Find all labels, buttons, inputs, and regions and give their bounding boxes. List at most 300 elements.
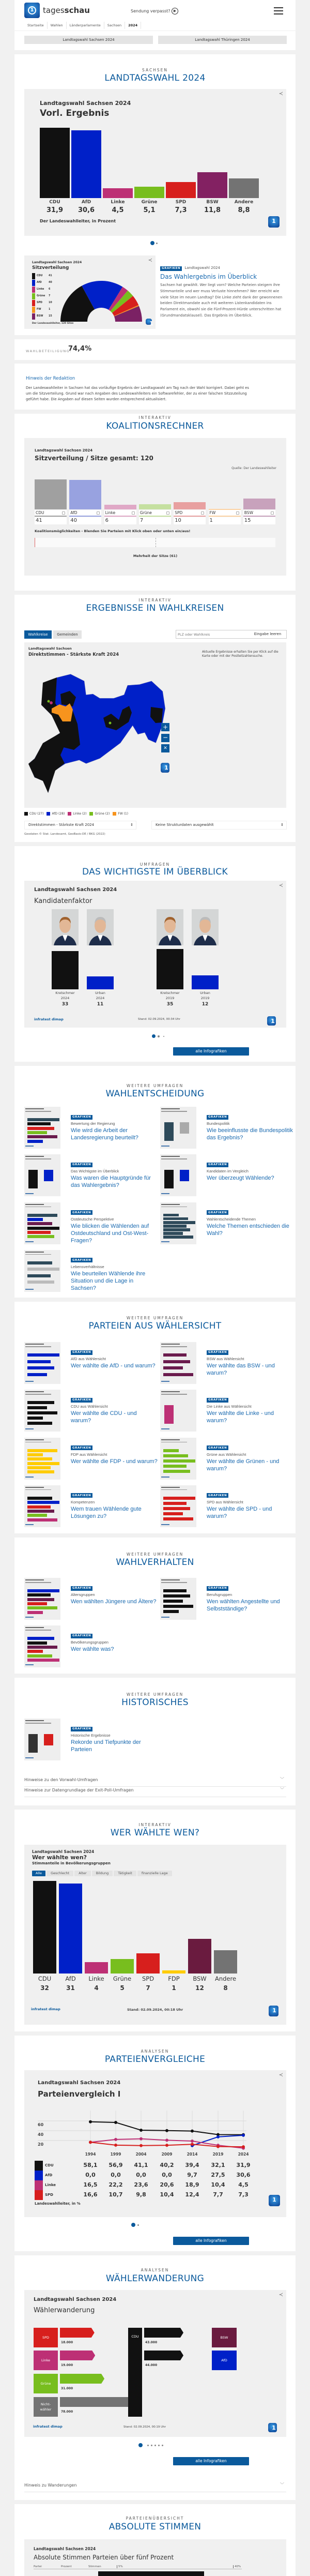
turnout-label: WAHLBETEILIGUNG: <box>26 349 72 353</box>
carousel-dot[interactable] <box>158 2445 160 2446</box>
carousel-dot[interactable] <box>156 243 158 244</box>
thumbnail[interactable] <box>160 1578 196 1620</box>
source-tile: Nicht-wähler <box>34 2397 58 2417</box>
list-item[interactable] <box>24 1485 159 1528</box>
carousel-dot-active[interactable] <box>150 241 154 245</box>
list-item[interactable] <box>24 1107 159 1149</box>
carousel-dot[interactable] <box>154 2445 156 2446</box>
thumb-bar <box>27 1514 47 1517</box>
carousel-dot-active[interactable] <box>138 2443 143 2447</box>
party-label: SPD <box>175 510 183 515</box>
bar-value: 31,9 <box>46 206 64 214</box>
legend-swatch <box>35 2180 43 2190</box>
list-item[interactable] <box>24 1578 159 1620</box>
legend-seats: 15 <box>49 315 52 318</box>
menu-icon[interactable] <box>274 7 283 14</box>
bar-label: Grüne <box>141 200 158 205</box>
bar-value: 8,8 <box>238 206 250 214</box>
section-label: UMFRAGEN <box>140 862 171 867</box>
list-item[interactable] <box>160 1154 295 1197</box>
zoom-in-button[interactable]: + <box>161 723 169 731</box>
all-graphics-button[interactable]: alle Infografiken <box>173 1047 249 1056</box>
section-title: ABSOLUTE STIMMEN <box>109 2522 202 2532</box>
thumb-bar <box>164 1405 174 1424</box>
bar-label: Grüne <box>113 1975 132 1982</box>
item-kicker: SPD aus Wählersicht <box>207 1499 243 1504</box>
legend-item <box>68 812 86 816</box>
item-text <box>71 1488 158 1520</box>
bar-label: AfD <box>81 200 91 205</box>
row-party: Linke <box>45 2183 56 2187</box>
legend-item <box>47 812 65 816</box>
legend-label: CDU (27) <box>29 812 44 816</box>
breadcrumb-item[interactable]: Länderparlamente <box>67 22 104 29</box>
party-toggle[interactable] <box>139 510 171 517</box>
filter-tab[interactable]: Tätigkeit <box>114 1871 136 1876</box>
thumb-bar <box>163 1459 195 1463</box>
flow-arrow <box>144 2351 183 2360</box>
list-item[interactable] <box>24 1390 159 1432</box>
seat-bar-cdu[interactable] <box>35 479 67 509</box>
thumb-source <box>25 1381 34 1382</box>
section-title: WER WÄHLTE WEN? <box>110 1828 200 1838</box>
section-title: LANDTAGSWAHL 2024 <box>104 73 206 83</box>
item-text <box>207 1393 293 1424</box>
map-region-gruene[interactable] <box>109 722 112 725</box>
party-comparison-section <box>14 2036 296 2251</box>
seat-bar-linke[interactable] <box>104 505 136 509</box>
thumbnail[interactable] <box>160 1390 196 1432</box>
list-item[interactable] <box>160 1342 295 1384</box>
map-subtitle: Landtagswahl Sachsen <box>28 646 72 651</box>
chart-subtitle: Landtagswahl Sachsen 2024 <box>38 2080 121 2086</box>
thumb-subtitle <box>161 1582 187 1583</box>
bar-andere <box>214 1950 237 1974</box>
item-text <box>71 1393 158 1424</box>
bar-label: Andere <box>234 200 254 205</box>
thumb-title <box>25 1579 44 1580</box>
section-label: SACHSEN <box>142 68 168 72</box>
coalition-section <box>14 414 296 591</box>
thumbnail[interactable] <box>24 1438 60 1480</box>
all-graphics-button[interactable]: alle Infografiken <box>173 2457 249 2465</box>
list-item[interactable] <box>160 1485 295 1528</box>
seat-distribution-chart[interactable] <box>24 255 156 329</box>
bar-value: 4,5 <box>112 206 124 214</box>
item-headline[interactable]: Wen wählten Angestellte und Selbstständige? <box>207 1599 280 1612</box>
map-legend <box>24 812 128 816</box>
thumbnail[interactable] <box>24 1485 60 1527</box>
legend-swatch <box>35 2190 43 2200</box>
teaser-body: Sachsen hat gewählt. Wer liegt vorn? Welche Parteien steigern ihre Stimmanteile und wer muss Verluste hinnehmen? Wer erreicht wie viele Sitze im neuen Landtag? Die Linke zieht dank der gewonnenen beiden Direktmandate auch mit weiteren Listenkandidaten ins Parlament ein, obwohl sie die Fünf-Prozent-Hürde unterschritten hat (Grundmandatsklausel). Das Ergebnis im Überblick. <box>160 283 283 318</box>
voter-migration-chart <box>24 2290 286 2437</box>
structure-data-select[interactable] <box>151 821 287 830</box>
checkbox-icon[interactable] <box>201 511 204 515</box>
scale-40: 40% <box>233 2565 241 2568</box>
tagesschau-logo <box>268 216 280 228</box>
thumbnail[interactable] <box>24 1719 60 1760</box>
thumb-bar <box>27 1501 59 1504</box>
thumbnail[interactable] <box>160 1438 196 1480</box>
thumb-title <box>161 1439 180 1440</box>
filter-tabs <box>32 1871 172 1876</box>
thumb-bar <box>27 1654 52 1658</box>
tagesschau-logo <box>161 763 169 773</box>
thumb-title <box>161 1156 180 1157</box>
list-item[interactable] <box>24 1719 159 1761</box>
item-kicker: Historische Ergebnisse <box>71 1733 111 1738</box>
badge: GRAFIKEN <box>71 1586 92 1591</box>
absolute-votes-section <box>14 2504 296 2576</box>
thumbnail[interactable] <box>160 1342 196 1384</box>
item-text <box>71 1722 158 1753</box>
thumb-bar <box>27 1122 51 1125</box>
thumb-source <box>161 1428 169 1429</box>
item-headline[interactable]: Rekorde und Tiefpunkte der Parteien <box>71 1739 141 1753</box>
item-kicker: BSW aus Wählersicht <box>207 1357 244 1361</box>
share-icon[interactable]: ≺ <box>278 91 283 97</box>
item-headline[interactable]: Was waren die Hauptgründe für das Wahlergebnis? <box>71 1175 151 1189</box>
table-cell: 58,1 <box>83 2162 98 2168</box>
bar-bsw <box>197 172 227 198</box>
section-label: INTERAKTIV <box>138 598 172 602</box>
infratest-logo: infratest dimap <box>31 2007 60 2011</box>
section-title: PARTEIEN AUS WÄHLERSICHT <box>88 1321 222 1331</box>
list-item[interactable] <box>24 1342 159 1384</box>
thumbnail[interactable] <box>24 1578 60 1620</box>
carousel-dot[interactable] <box>162 2445 163 2446</box>
thumb-source <box>161 1241 169 1242</box>
section-label: INTERAKTIV <box>138 1822 172 1827</box>
filter-tab[interactable]: Alter <box>74 1871 90 1876</box>
badge: GRAFIKEN <box>207 1445 228 1450</box>
bar-value: 7,3 <box>175 206 187 214</box>
table-cell: 7,3 <box>238 2191 249 2198</box>
candidate-year: 2024 <box>96 996 105 1000</box>
thumb-bar <box>163 1217 188 1221</box>
thumbnail[interactable] <box>160 1202 196 1244</box>
checkbox-icon[interactable] <box>132 511 135 515</box>
thumb-subtitle <box>25 1630 51 1631</box>
carousel-dot[interactable] <box>137 2224 139 2226</box>
thumb-subtitle <box>25 1582 51 1583</box>
candidate-year: 2019 <box>200 996 210 1000</box>
chart-title: Wählerwanderung <box>34 2307 95 2314</box>
flow-arrow <box>60 2328 95 2338</box>
thumbnail[interactable] <box>24 1342 60 1384</box>
map-region-linke[interactable] <box>50 701 53 704</box>
candidate-photo <box>157 909 183 945</box>
thumb-bar <box>27 1227 59 1230</box>
thumbnail[interactable] <box>160 1154 196 1196</box>
checkbox-icon[interactable] <box>236 511 239 515</box>
filter-tab[interactable]: finanzielle Lage <box>137 1871 172 1876</box>
tab-sachsen[interactable]: Landtagswahl Sachsen 2024 <box>24 36 153 44</box>
item-kicker: Bundespolitik <box>207 1121 230 1126</box>
seat-count: 6 <box>104 517 136 524</box>
flow-value: 18.000 <box>61 2341 73 2344</box>
thumb-bar <box>164 1122 174 1141</box>
thumb-source <box>161 1617 169 1618</box>
table-cell: 0,0 <box>111 2172 121 2178</box>
bar-value: 31 <box>66 1984 75 1992</box>
chart-source: Der Landeswahlleiter, in Prozent <box>40 219 116 223</box>
who-voted-whom-chart <box>24 1845 286 2025</box>
item-headline[interactable]: Wer wählte die CDU - und warum? <box>71 1410 137 1424</box>
teaser[interactable] <box>160 261 284 319</box>
x-tick-label: 2014 <box>187 2152 198 2157</box>
breadcrumb-item[interactable]: Wahlen <box>48 22 67 29</box>
thumb-bar <box>27 1505 51 1509</box>
section-label: ANALYSEN <box>141 2268 169 2272</box>
item-kicker: Das Wichtigste im Überblick <box>71 1169 119 1174</box>
item-headline[interactable]: Wie blicken die Wählenden auf Ostdeutschland und Ost-West-Fragen? <box>71 1223 149 1244</box>
thumb-bar <box>163 1465 187 1468</box>
map-region-cdu[interactable] <box>28 733 67 793</box>
item-headline[interactable]: Wer wählte die SPD - und warum? <box>207 1505 272 1519</box>
thumb-source <box>25 1146 34 1147</box>
section-label: INTERAKTIV <box>138 415 172 420</box>
thumb-bar <box>163 1507 190 1510</box>
chart-title: Kandidatenfaktor <box>34 897 92 905</box>
filter-tab[interactable]: Geschlecht <box>47 1871 73 1876</box>
tagesschau-logo <box>269 2006 278 2016</box>
accordion-exitpoll-notes[interactable] <box>24 1787 286 1797</box>
item-headline[interactable]: Wem trauen Wählende gute Lösungen zu? <box>71 1505 142 1519</box>
clear-input-button[interactable]: Eingabe leeren <box>249 630 287 639</box>
thumb-source <box>25 1241 34 1242</box>
item-kicker: CDU aus Wählersicht <box>71 1404 108 1409</box>
item-headline[interactable]: Wer überzeugt Wählende? <box>207 1175 274 1182</box>
item-headline[interactable]: Wie beurteilen Wählende ihre Situation und die Lage in Sachsen? <box>71 1270 146 1291</box>
thumb-bar <box>163 1610 179 1613</box>
bar-spd <box>166 182 196 198</box>
party-label: CDU <box>36 510 44 515</box>
carousel-dot[interactable] <box>151 2445 152 2446</box>
carousel-dot-active[interactable] <box>152 1034 156 1038</box>
share-icon[interactable]: ≺ <box>278 883 283 888</box>
thumb-bar <box>27 1127 54 1130</box>
target-tile: AfD <box>212 2351 237 2370</box>
share-icon[interactable]: ≺ <box>278 2072 283 2078</box>
thumb-source <box>161 1193 169 1194</box>
item-headline[interactable]: Wen wählten Jüngere und Ältere? <box>71 1599 157 1605</box>
share-icon[interactable]: ≺ <box>148 258 152 263</box>
item-headline[interactable]: Wie beeinflusste die Bundespolitik das Ergebnis? <box>207 1127 293 1141</box>
checkbox-icon[interactable] <box>97 511 100 515</box>
item-headline[interactable]: Wer wählte die AfD - und warum? <box>71 1363 156 1369</box>
legend-seats: 41 <box>49 275 52 277</box>
checkbox-icon[interactable] <box>62 511 65 515</box>
seat-bar-afd[interactable] <box>69 480 101 509</box>
teaser-headline[interactable]: Das Wahlergebnis im Überblick <box>160 273 257 280</box>
badge: GRAFIKEN <box>71 1210 92 1215</box>
list-item[interactable] <box>160 1578 295 1620</box>
carousel-dot[interactable] <box>147 2445 149 2446</box>
item-headline[interactable]: Welche Themen entschieden die Wahl? <box>207 1223 289 1237</box>
list-item[interactable] <box>24 1625 159 1668</box>
thumb-title <box>25 1344 44 1345</box>
party-toggle[interactable] <box>243 510 275 517</box>
thumb-bar <box>27 1606 57 1609</box>
thumbnail[interactable] <box>24 1625 60 1667</box>
tagesschau-logo[interactable]: 1 <box>24 3 40 18</box>
map-region-gruene[interactable] <box>48 700 50 703</box>
item-kicker: Berufsgruppen <box>207 1592 233 1597</box>
party-toggle[interactable] <box>174 510 206 517</box>
thumb-bar <box>163 1225 187 1228</box>
section-title: WÄHLERWANDERUNG <box>105 2273 205 2284</box>
select-value: Keine Strukturdaten ausgewählt <box>156 823 214 827</box>
results-section <box>14 54 296 335</box>
carousel-dot[interactable] <box>158 1035 160 1037</box>
bar-label: BSW <box>206 200 219 205</box>
item-headline[interactable]: Wer wählte das BSW - und warum? <box>207 1363 275 1376</box>
badge: GRAFIKEN <box>71 1493 92 1498</box>
zoom-out-button[interactable]: − <box>161 734 169 742</box>
accordion-label: Hinweise zur Datengrundlage der Exit-Poll-Umfragen <box>24 1788 134 1792</box>
map-layer-select[interactable] <box>24 821 136 830</box>
thumbnail[interactable] <box>24 1107 60 1149</box>
chart-source: Quelle: Der Landeswahlleiter <box>231 466 276 470</box>
checkbox-icon[interactable] <box>166 511 169 515</box>
list-item[interactable] <box>24 1250 159 1292</box>
list-item[interactable] <box>160 1390 295 1432</box>
breadcrumb-item[interactable]: 2024 <box>125 22 141 29</box>
party-toggle[interactable] <box>35 510 67 517</box>
coalition-bar-area[interactable] <box>35 538 275 547</box>
party-toggle[interactable] <box>104 510 136 517</box>
checkbox-icon[interactable] <box>271 511 274 515</box>
carousel-dot[interactable] <box>163 1036 164 1037</box>
table-cell: 10,4 <box>160 2191 174 2198</box>
infratest-logo: infratest dimap <box>34 1017 64 1021</box>
badge: GRAFIKEN <box>71 1163 92 1167</box>
section-title: WAHLVERHALTEN <box>116 1557 194 1568</box>
breadcrumb-item[interactable]: Startseite <box>24 22 48 29</box>
thumbnail[interactable] <box>160 1485 196 1527</box>
postcode-search-input[interactable] <box>176 630 249 639</box>
thumbnail[interactable] <box>24 1202 60 1244</box>
all-graphics-button[interactable]: alle Infografiken <box>173 2237 249 2245</box>
list-item[interactable] <box>160 1438 295 1480</box>
thumb-subtitle <box>25 1346 51 1347</box>
thumb-subtitle <box>161 1489 187 1490</box>
thumb-subtitle <box>25 1442 51 1443</box>
thumb-title <box>25 1391 44 1392</box>
row-party: CDU <box>45 2163 54 2167</box>
data-point <box>114 2144 117 2147</box>
accordion-migration-note[interactable] <box>24 2482 286 2492</box>
item-headline[interactable]: Wer wählte die Grünen - und warum? <box>207 1458 280 1472</box>
seat-bar-bsw[interactable] <box>243 499 275 509</box>
bar-value: 32 <box>40 1984 49 1992</box>
breadcrumb-item[interactable]: Sachsen <box>104 22 125 29</box>
list-item[interactable] <box>24 1202 159 1245</box>
seat-bar-spd[interactable] <box>174 502 206 509</box>
thumbnail[interactable] <box>24 1154 60 1196</box>
table-cell: 0,0 <box>85 2172 96 2178</box>
thumb-bar <box>27 1417 43 1420</box>
chart-description: Stimmanteile in Bevölkerungsgruppen <box>32 1861 111 1865</box>
table-cell: 16,6 <box>83 2191 98 2198</box>
list-item[interactable] <box>24 1438 159 1480</box>
filter-tab[interactable]: Bildung <box>92 1871 113 1876</box>
thumb-bar <box>27 1466 51 1469</box>
table-header <box>34 2565 242 2569</box>
source-tile: Grüne <box>34 2374 58 2393</box>
missed-show-link[interactable] <box>131 8 178 14</box>
thumb-bar <box>27 1457 52 1460</box>
table-cell: 9,7 <box>187 2172 197 2178</box>
reset-zoom-button[interactable]: ✕ <box>161 744 169 752</box>
select-arrows-icon: ⇕ <box>130 823 133 827</box>
seat-bar-grüne[interactable] <box>139 504 171 509</box>
thumb-subtitle <box>161 1111 187 1112</box>
thumb-bar <box>163 1470 190 1473</box>
item-headline[interactable]: Wie wird die Arbeit der Landesregierung beurteilt? <box>71 1127 138 1141</box>
row-party: AfD <box>45 2173 53 2177</box>
item-text <box>71 1157 158 1189</box>
candidate-name: Urban <box>95 991 105 995</box>
item-text <box>207 1441 293 1472</box>
party-toggle[interactable] <box>69 510 101 517</box>
filter-tab[interactable]: Alle <box>32 1871 45 1876</box>
brand-a: tages <box>43 6 65 15</box>
candidate-name: Kretschmer <box>160 991 180 995</box>
data-point <box>114 2121 117 2124</box>
item-headline[interactable]: Wer wählte was? <box>71 1646 114 1653</box>
seat-count: 7 <box>139 517 171 524</box>
item-headline[interactable]: Wer wählte die Linke - und warum? <box>207 1410 274 1424</box>
carousel-dot-active[interactable] <box>131 2223 135 2227</box>
section-title: PARTEIENVERGLEICHE <box>104 2054 206 2065</box>
flow-arrow <box>60 2351 95 2360</box>
parties-section <box>14 1302 296 1533</box>
brand-wordmark[interactable] <box>43 6 90 15</box>
share-icon[interactable]: ≺ <box>278 2292 283 2298</box>
thumb-source <box>25 1428 34 1429</box>
tab-gemeinden[interactable]: Gemeinden <box>53 630 82 639</box>
saxony-map[interactable] <box>28 672 168 794</box>
list-item[interactable] <box>160 1202 295 1245</box>
list-item[interactable] <box>24 1154 159 1197</box>
y-tick-label: 40 <box>38 2132 44 2137</box>
badge: GRAFIKEN <box>71 1115 92 1120</box>
item-headline[interactable]: Wer wählte die FDP - und warum? <box>71 1458 158 1465</box>
badge: GRAFIKEN <box>207 1493 228 1498</box>
party-comparison-chart <box>24 2070 286 2217</box>
table-cell: 39,4 <box>185 2162 199 2168</box>
thumbnail[interactable] <box>24 1250 60 1292</box>
thumb-title <box>161 1344 180 1345</box>
tab-thueringen[interactable]: Landtagswahl Thüringen 2024 <box>158 36 287 44</box>
tab-wahlkreise[interactable]: Wahlkreise <box>24 630 52 639</box>
accordion-prepoll-notes[interactable] <box>24 1776 286 1787</box>
party-toggle[interactable] <box>209 510 241 517</box>
map-note: Aktuelle Ergebnisse erhalten Sie per Klick auf die Karte oder mit der Postleitzahlensuche. <box>202 650 278 658</box>
thumbnail[interactable] <box>160 1107 196 1149</box>
chart-title: Absolute Stimmen Parteien über fünf Prozent <box>34 2554 174 2561</box>
thumbnail[interactable] <box>24 1390 60 1432</box>
list-item[interactable] <box>160 1107 295 1149</box>
map-title: Direktstimmen - Stärkste Kraft 2024 <box>28 652 119 657</box>
thumb-title <box>25 1252 44 1253</box>
missed-label: Sendung verpasst? <box>131 9 171 13</box>
flow-arrow <box>144 2328 183 2338</box>
thumb-bar <box>44 1734 53 1745</box>
item-kicker: Kandidaten im Vergleich <box>207 1169 249 1174</box>
